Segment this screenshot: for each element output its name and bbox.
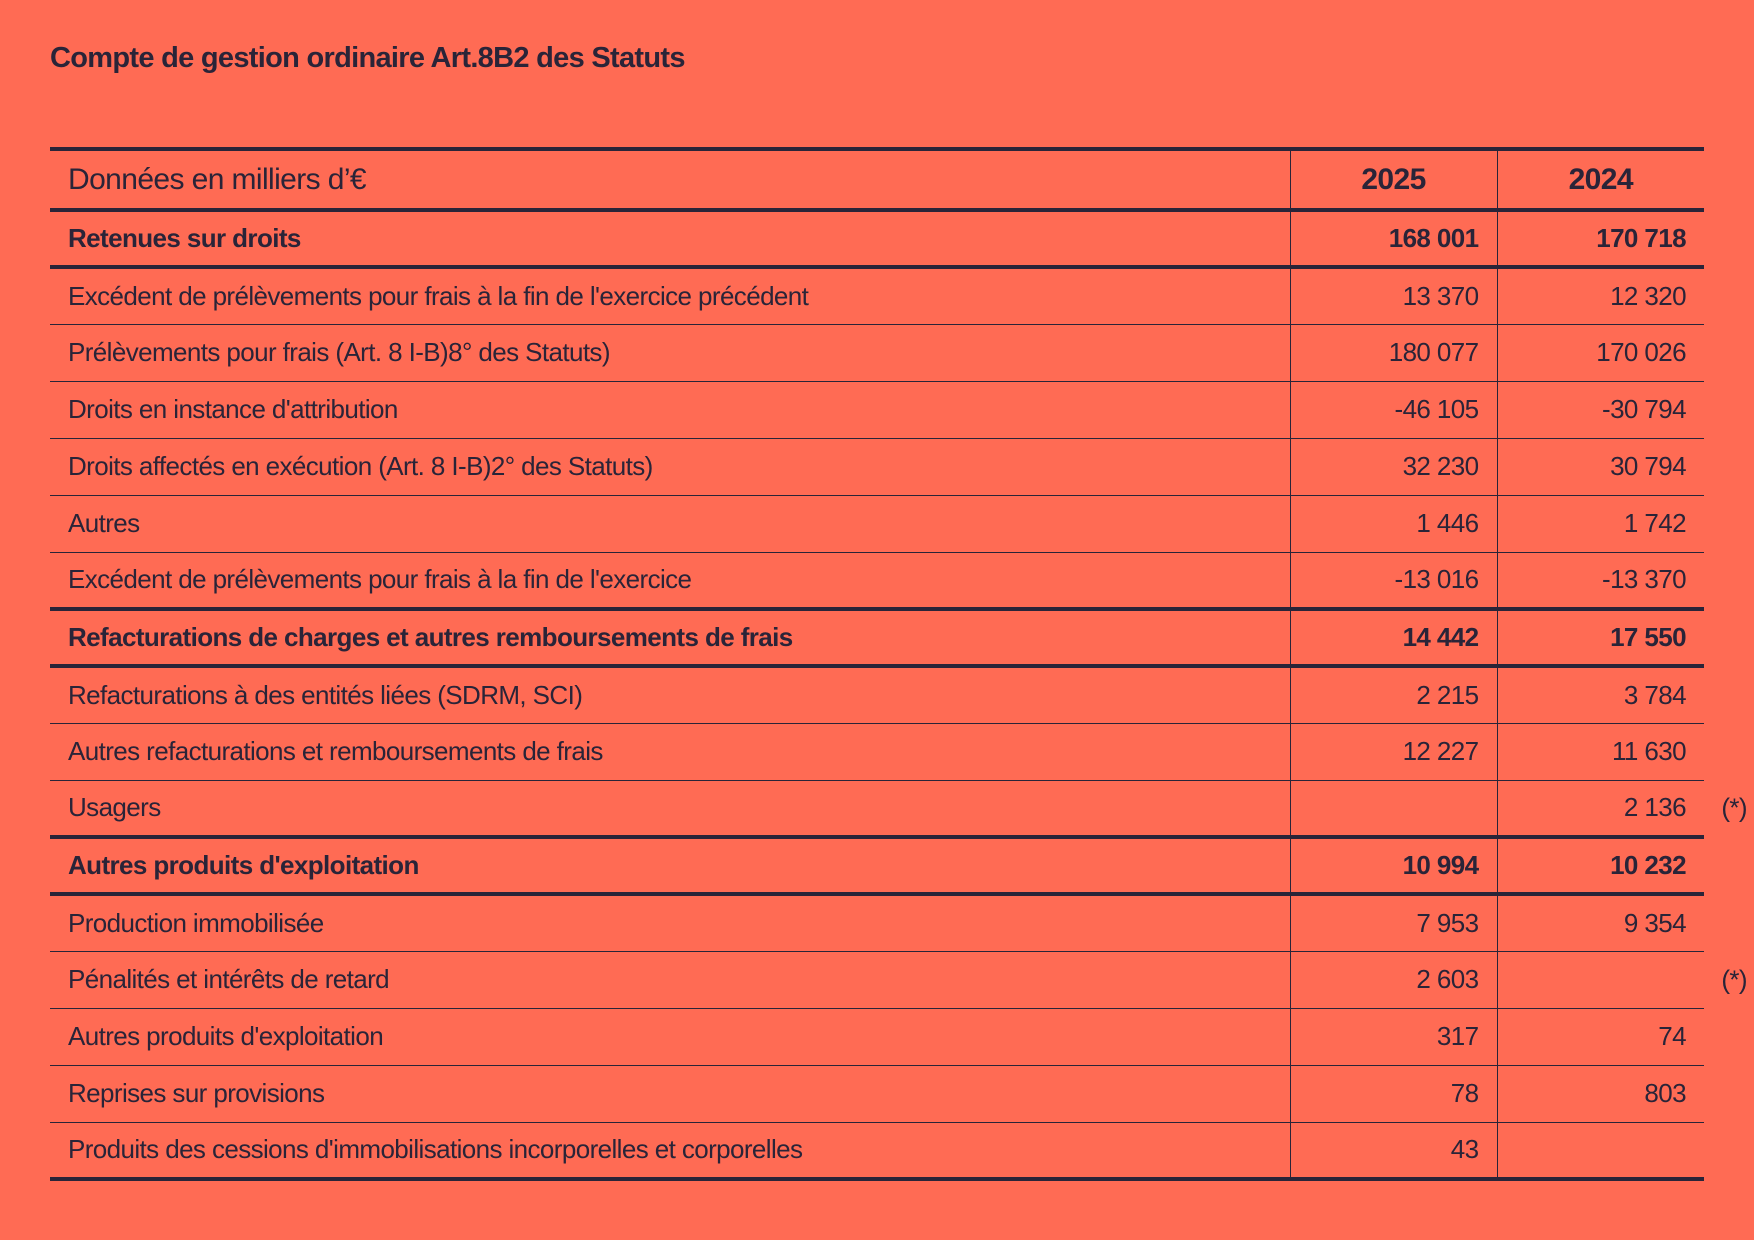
table-row (50, 552, 1704, 609)
row-label: Autres refacturations et remboursements de frais (50, 723, 1290, 780)
value-2024 (1497, 837, 1704, 894)
value-2024 (1497, 666, 1704, 723)
value-2025: 7 953 (1290, 894, 1497, 951)
value-2024-text: 1 742 (1623, 508, 1686, 538)
header-row (50, 149, 1704, 210)
value-2025: 2 215 (1290, 666, 1497, 723)
value-2024-text: 74 (1658, 1021, 1686, 1051)
footnote-marker: (*) (1721, 792, 1747, 823)
value-2024 (1497, 1122, 1704, 1179)
value-2024 (1497, 495, 1704, 552)
value-2025 (1290, 780, 1497, 837)
value-2024 (1497, 381, 1704, 438)
value-2025: 10 994 (1290, 837, 1497, 894)
value-2024-text: 12 320 (1610, 280, 1686, 311)
table-row (50, 723, 1704, 780)
value-2024-text: 11 630 (1612, 736, 1686, 766)
value-2024-text: 10 232 (1610, 850, 1686, 880)
value-2024 (1497, 552, 1704, 609)
value-2025: 12 227 (1290, 723, 1497, 780)
value-2025: -13 016 (1290, 552, 1497, 609)
row-label: Excédent de prélèvements pour frais à la fin de l'exercice (50, 552, 1290, 609)
table-row (50, 267, 1704, 324)
row-label: Autres produits d'exploitation (50, 837, 1290, 894)
row-label: Refacturations de charges et autres remboursements de frais (50, 609, 1290, 666)
value-2024 (1497, 210, 1704, 267)
table-row (50, 1065, 1704, 1122)
value-2024 (1497, 1065, 1704, 1122)
table-row (50, 495, 1704, 552)
table-total-row (50, 837, 1704, 894)
value-2025: 1 446 (1290, 495, 1497, 552)
row-label: Autres produits d'exploitation (50, 1008, 1290, 1065)
table-total-row (50, 609, 1704, 666)
value-2024-text: 9 354 (1623, 907, 1686, 938)
row-label: Droits affectés en exécution (Art. 8 I-B)2° des Statuts) (50, 438, 1290, 495)
table-row (50, 894, 1704, 951)
value-2024 (1497, 1008, 1704, 1065)
value-2024 (1497, 723, 1704, 780)
value-2025: 317 (1290, 1008, 1497, 1065)
value-2025: 168 001 (1290, 210, 1497, 267)
row-label: Prélèvements pour frais (Art. 8 I-B)8° des Statuts) (50, 324, 1290, 381)
value-2024-text: 3 784 (1623, 679, 1686, 710)
row-label: Usagers (50, 780, 1290, 837)
value-2024-text: 803 (1644, 1078, 1686, 1108)
row-label: Refacturations à des entités liées (SDRM, SCI) (50, 666, 1290, 723)
row-label: Produits des cessions d'immobilisations incorporelles et corporelles (50, 1122, 1290, 1179)
value-2024-text: 170 026 (1596, 337, 1686, 367)
row-label: Autres (50, 495, 1290, 552)
header-year-2024: 2024 (1497, 149, 1704, 210)
value-2024-text: -30 794 (1602, 394, 1686, 424)
row-label: Reprises sur provisions (50, 1065, 1290, 1122)
value-2024 (1497, 609, 1704, 666)
row-label: Droits en instance d'attribution (50, 381, 1290, 438)
table-row (50, 1008, 1704, 1065)
table-row (50, 951, 1704, 1008)
value-2025: 14 442 (1290, 609, 1497, 666)
value-2024 (1497, 267, 1704, 324)
table-row (50, 324, 1704, 381)
value-2025: 43 (1290, 1122, 1497, 1179)
header-units-label: Données en milliers d’€ (50, 149, 1290, 210)
table-header (50, 149, 1704, 210)
value-2025: 13 370 (1290, 267, 1497, 324)
row-label: Pénalités et intérêts de retard (50, 951, 1290, 1008)
table-total-row (50, 210, 1704, 267)
table-body (50, 210, 1747, 1179)
value-2025: -46 105 (1290, 381, 1497, 438)
page-title: Compte de gestion ordinaire Art.8B2 des Statuts (50, 42, 685, 74)
table-row (50, 666, 1704, 723)
row-label: Production immobilisée (50, 894, 1290, 951)
value-2024-text: 30 794 (1610, 451, 1686, 481)
footnote-marker: (*) (1721, 964, 1747, 994)
value-2024 (1497, 780, 1747, 837)
financial-table (50, 147, 1747, 1181)
value-2024 (1497, 324, 1704, 381)
value-2024 (1497, 438, 1704, 495)
header-year-2025: 2025 (1290, 149, 1497, 210)
table-row (50, 438, 1704, 495)
value-2025: 32 230 (1290, 438, 1497, 495)
table-row (50, 780, 1704, 837)
value-2024-text: 170 718 (1596, 223, 1686, 253)
row-label: Retenues sur droits (50, 210, 1290, 267)
value-2025: 78 (1290, 1065, 1497, 1122)
value-2025: 2 603 (1290, 951, 1497, 1008)
value-2024-text: -13 370 (1602, 564, 1686, 595)
value-2025: 180 077 (1290, 324, 1497, 381)
value-2024 (1497, 951, 1747, 1008)
row-label: Excédent de prélèvements pour frais à la fin de l'exercice précédent (50, 267, 1290, 324)
value-2024 (1497, 894, 1704, 951)
value-2024-text: 17 550 (1610, 622, 1686, 652)
value-2024-text: 2 136 (1623, 792, 1686, 823)
table-row (50, 1122, 1704, 1179)
table-row (50, 381, 1704, 438)
